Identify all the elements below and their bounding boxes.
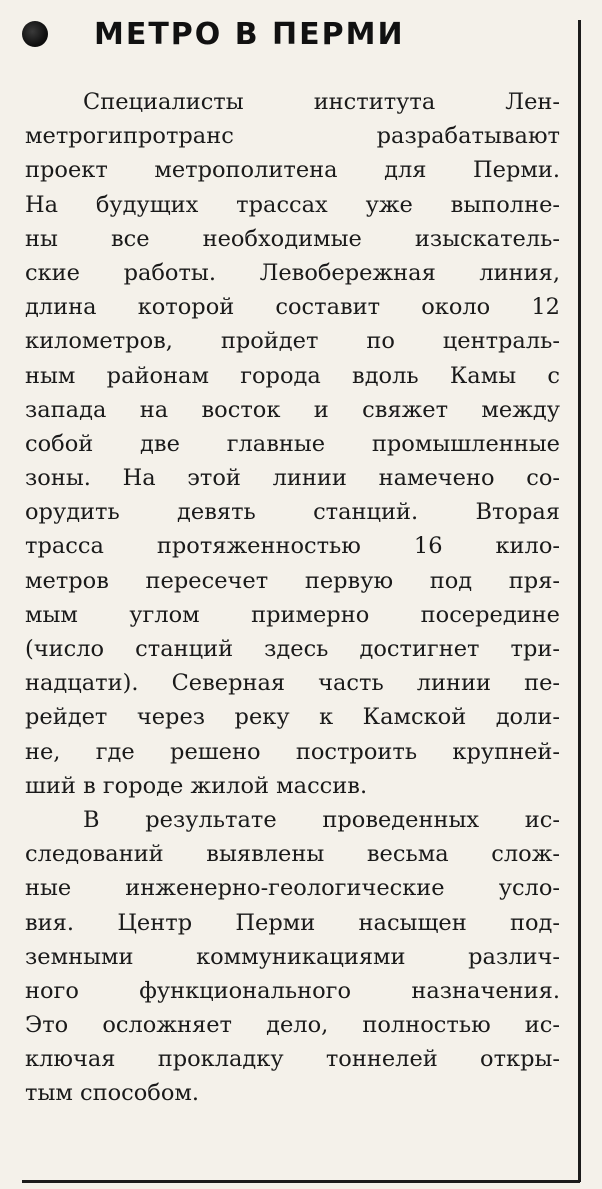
column-rule-vertical [578, 20, 581, 1182]
article-header [22, 14, 542, 54]
text-line: ключая прокладку тоннелей откры- [25, 1046, 560, 1073]
bullet-icon [22, 21, 48, 47]
text-line: мым углом примерно посередине [25, 601, 560, 628]
text-line: Специалисты института Лен- [83, 89, 560, 115]
text-line: запада на восток и свяжет между [25, 396, 560, 423]
text-line: надцати). Северная часть линии пе- [25, 670, 560, 697]
text-line: ший в городе жилой массив. [25, 772, 368, 799]
text-line: орудить девять станций. Вторая [25, 499, 560, 526]
text-line: собой две главные промышленные [25, 430, 560, 457]
text-line: не, где решено построить крупней- [25, 738, 560, 765]
paragraph-1 [25, 85, 560, 803]
text-line: проект метрополитена для Перми. [25, 157, 560, 184]
text-line: ного функционального назначения. [25, 977, 560, 1004]
text-line: длина которой составит около 12 [25, 294, 560, 321]
text-line: ные инженерно-геологические усло- [25, 875, 560, 902]
text-line: метрогипротранс разрабатывают [25, 123, 560, 150]
column-rule-horizontal [22, 1180, 580, 1183]
text-line: Это осложняет дело, полностью ис- [25, 1012, 560, 1039]
text-line: следований выявлены весьма слож- [25, 841, 560, 868]
text-line: тым способом. [25, 1080, 200, 1107]
text-line: вия. Центр Перми насыщен под- [25, 909, 560, 936]
text-line: метров пересечет первую под пря- [25, 567, 560, 594]
text-line: ские работы. Левобережная линия, [25, 259, 560, 286]
text-line: ны все необходимые изыскатель- [25, 225, 560, 252]
article-title: МЕТРО В ПЕРМИ [94, 16, 405, 52]
text-line: рейдет через реку к Камской доли- [25, 704, 560, 731]
text-line: На будущих трассах уже выполне- [25, 191, 560, 218]
article-body [25, 85, 560, 1111]
paragraph-2 [25, 803, 560, 1111]
text-line: километров, пройдет по централь- [25, 328, 560, 355]
text-line: трасса протяженностью 16 кило- [25, 533, 560, 560]
text-line: (число станций здесь достигнет три- [25, 636, 560, 662]
text-line: В результате проведенных ис- [83, 806, 560, 833]
text-line: ным районам города вдоль Камы с [25, 362, 560, 389]
text-line: земными коммуникациями различ- [25, 943, 560, 970]
text-line: зоны. На этой линии намечено со- [25, 465, 560, 492]
